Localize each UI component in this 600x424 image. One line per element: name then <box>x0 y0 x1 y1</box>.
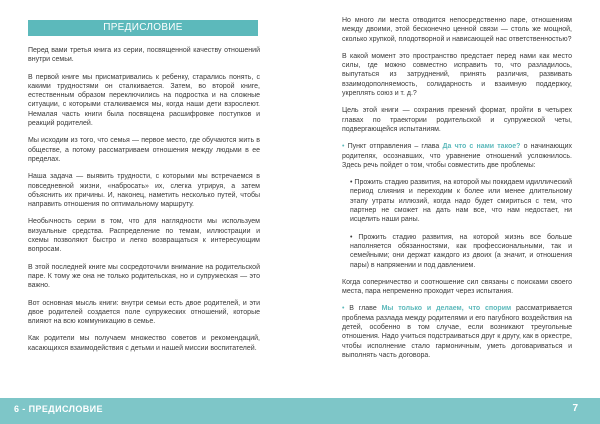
paragraph: Необычность серии в том, что для наглядности мы используем визуальные средства. Распределение по темам, иллюстрации и схемы позволяют быстро и легко возвращаться к интересующим вопросам. <box>28 218 260 254</box>
bullet-chapter-2 <box>342 304 572 360</box>
paragraph: Наша задача — выявить трудности, с которыми мы встречаемся в повседневной жизни, «набросать» их, слегка утрируя, а затем объяснить их причины. И, наконец, наметить несколько путей, чтобы направить отношения по оптимальному маршруту. <box>28 173 260 209</box>
paragraph: Мы исходим из того, что семья — первое место, где обучаются жить в обществе, а потому рассматриваем отношения между людьми в ее пределах. <box>28 137 260 163</box>
paragraph: Как родители мы получаем множество советов и рекомендаций, касающихся взаимодействия с детьми и нашей миссии воспитателей. <box>28 335 260 352</box>
paragraph: Вот основная мысль книги: внутри семьи есть двое родителей, и эти двое родителей создается поле супружеских отношений, которые влияют на всю коммуникацию в семье. <box>28 299 260 326</box>
bullet-icon: • <box>350 179 353 187</box>
paragraph: В этой последней книге мы сосредоточили внимание на родительской паре. К тому же она не только родительская, но и супружеская — это важно. <box>28 263 260 290</box>
paragraph: Перед вами третья книга из серии, посвященной качеству отношений внутри семьи. <box>28 47 260 64</box>
sub-bullet <box>342 233 572 270</box>
sub-bullet-text: Прожить стадию развития, на которой мы покидаем идиллический период слияния и переходим к более или менее длительному этапу утраты иллюзий, когда надо будет смириться с тем, что партнер не сможет на дать нам все, что нам недостает, ни исцелить наши раны. <box>350 179 572 224</box>
footer-page-number: 7 <box>572 403 578 414</box>
left-text-column <box>28 46 260 353</box>
sub-bullet <box>342 178 572 224</box>
paragraph: В первой книге мы присматривались к ребенку, старались понять, с какими трудностями он сталкивается. Затем, во второй книге, естественным образом переключились на подростка и на сложные ситуации, с которыми сталкиваемся мы, когда наши дети взрослеют. Немалая часть книги была посвящена расшифровке поступков и реакций родителей. <box>28 73 260 128</box>
bullet-text: В главе <box>349 305 382 313</box>
bullet-icon: • <box>342 143 345 151</box>
bullet-text: рассматривается проблема разлада между родителями и его пагубного воздействия на детей, особенно в том случае, если возникают треугольные отношения. Надо учиться подстраиваться друг к другу, как в оркестре, чтобы исполнение стало гармоничным, уметь договариваться и выполнять часть договора. <box>342 305 572 359</box>
paragraph: В какой момент это пространство предстает перед нами как место силы, где можно совместно исправить то, что разладилось, выпутаться из затруднений, принять различия, развивать взаимодополняемость, солидарность и взаимную поддержку, укреплять союз и т. д.? <box>342 52 572 98</box>
footer-page-label: 6 - ПРЕДИСЛОВИЕ <box>14 404 103 414</box>
bullet-icon: • <box>350 233 353 241</box>
bullet-icon: • <box>342 305 345 313</box>
chapter-title-highlight: Мы только и делаем, что спорим <box>381 305 512 313</box>
paragraph: Цель этой книги — сохранив прежний формат, пройти в четырех главах по траектории родительской и супружеской четы, подвергающейся испытаниям. <box>342 107 572 133</box>
sub-bullet-text: Прожить стадию развития, на которой жизнь все больше наполняется обязанностями, как профессиональными, так и семейными; они держат каждого из двоих (а значит, и отношения пары) в напряжении и под давлением. <box>350 233 572 269</box>
bullet-text: Пункт отправления – глава <box>347 143 443 151</box>
bullet-chapter-1 <box>342 142 572 170</box>
paragraph: Когда соперничество и соотношение сил связаны с поисками своего места, пара непременно проходит через испытания. <box>342 278 572 296</box>
paragraph: Но много ли места отводится непосредственно паре, отношениям между двоими, этой бесконечно ценной связи — столь же мощной, сколько хрупкой, плодотворной и нависающей нас ответственностью? <box>342 17 572 43</box>
right-text-column <box>342 16 572 360</box>
chapter-title-highlight: Да что с нами такое? <box>442 143 521 151</box>
section-heading: ПРЕДИСЛОВИЕ <box>28 20 258 36</box>
bullet-text: о начинающих родителях, осознавших, что уравнение отношений усложнилось. Здесь речь пойдет о том, чтобы совместить две проблемы: <box>342 143 573 169</box>
